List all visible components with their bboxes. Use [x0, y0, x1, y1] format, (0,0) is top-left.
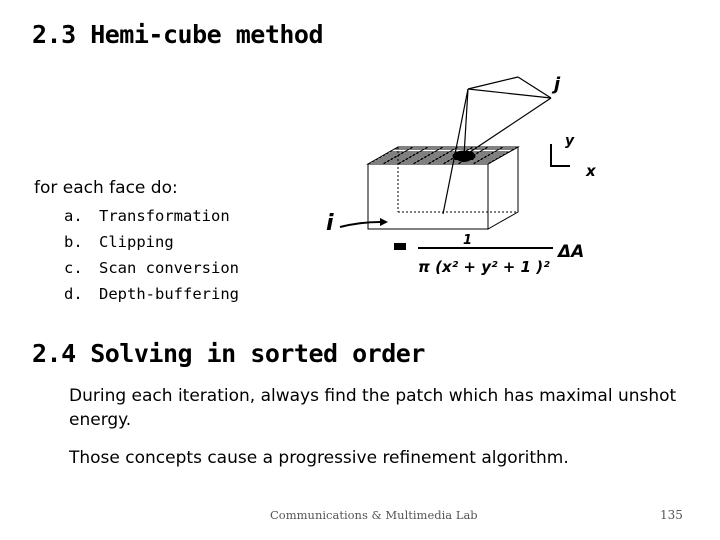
arrow-icon — [340, 222, 380, 227]
list-item — [64, 258, 239, 284]
footer-lab-name: Communications & Multimedia Lab — [270, 508, 478, 522]
list-label: Depth-buffering — [99, 285, 239, 303]
steps-list — [64, 206, 239, 310]
list-marker: b. — [64, 233, 83, 251]
heading-hemi-cube: 2.3 Hemi-cube method — [32, 20, 324, 49]
page-number: 135 — [660, 508, 683, 522]
list-marker: d. — [64, 285, 83, 303]
delta-a-label: ΔA — [558, 242, 585, 262]
cube-front-face — [368, 164, 488, 229]
label-j: j — [554, 74, 561, 95]
fraction-numerator: 1 — [463, 233, 473, 248]
intro-text: for each face do: — [34, 178, 178, 198]
label-i: i — [326, 211, 334, 236]
list-item — [64, 232, 239, 258]
paragraph-refinement: Those concepts cause a progressive refinement algorithm. — [69, 448, 569, 468]
cube-side-face — [488, 147, 518, 229]
list-item — [64, 284, 239, 310]
heading-sorted-order: 2.4 Solving in sorted order — [32, 339, 425, 368]
hemi-cube-figure — [318, 64, 618, 304]
axis-y-label: y — [565, 133, 575, 149]
paragraph-iteration: During each iteration, always find the patch which has maximal unshot energy. — [69, 386, 677, 430]
axis-x-label: x — [586, 162, 596, 180]
list-label: Clipping — [99, 233, 174, 251]
list-marker: a. — [64, 207, 83, 225]
list-item — [64, 206, 239, 232]
list-label: Scan conversion — [99, 259, 239, 277]
list-label: Transformation — [99, 207, 230, 225]
fraction-denominator: π (x² + y² + 1 )² — [418, 258, 550, 276]
list-marker: c. — [64, 259, 83, 277]
marker-square — [394, 243, 406, 250]
